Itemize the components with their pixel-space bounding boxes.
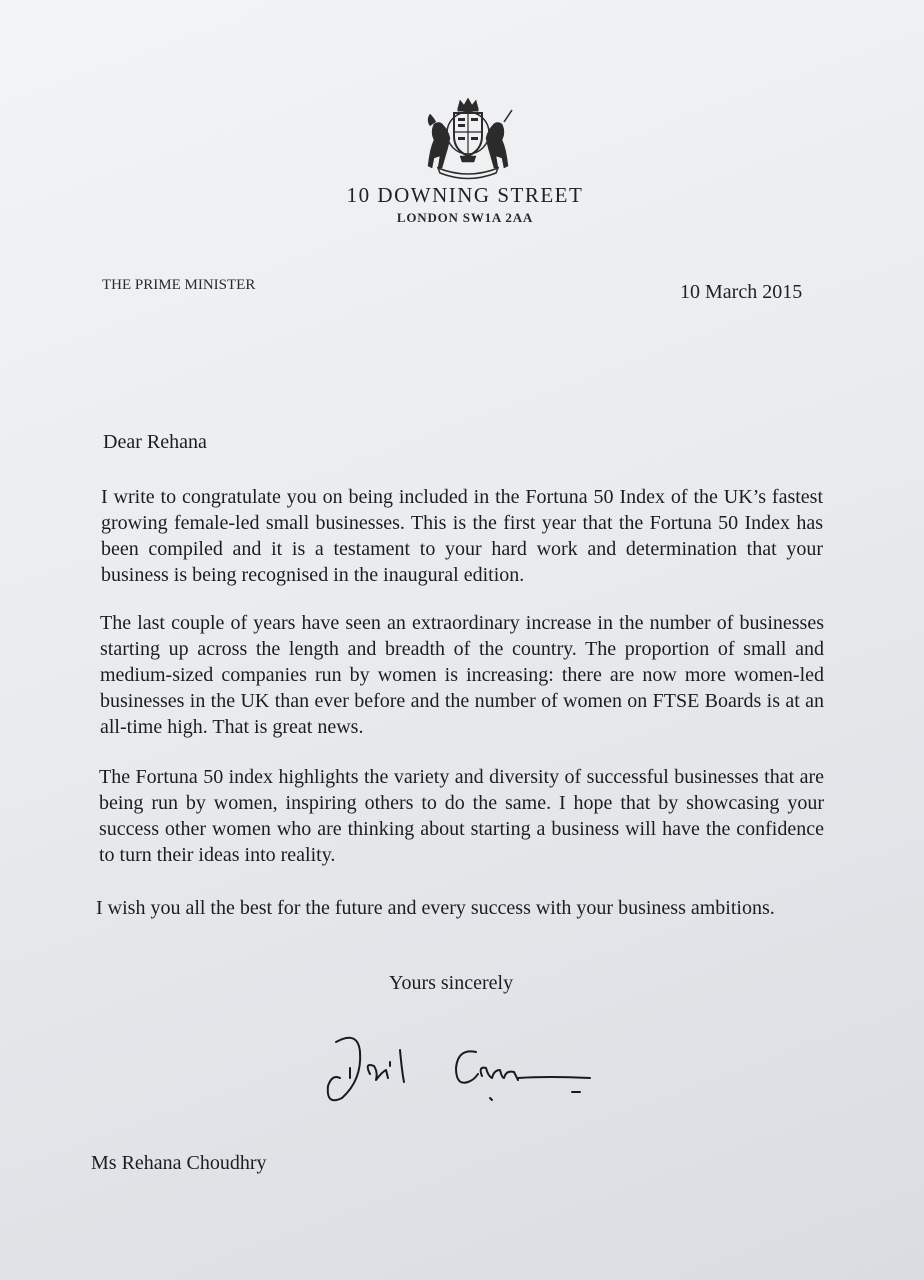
closing: Yours sincerely (389, 972, 514, 994)
letter-date: 10 March 2015 (680, 281, 803, 303)
body-paragraph: I wish you all the best for the future and every success with your business ambitions. (96, 897, 775, 919)
recipient-name: Ms Rehana Choudhry (91, 1152, 267, 1174)
sender-title: THE PRIME MINISTER (102, 277, 256, 293)
royal-crest-icon (420, 96, 516, 180)
letterhead-address: 10 DOWNING STREET (346, 183, 584, 207)
body-paragraph: The Fortuna 50 index highlights the variety and diversity of successful businesses that are being run by women, inspiring others to do the same. I hope that by showcasing your success other women who are thinking about starting a business will have the confidence to turn their ideas into reality. (99, 766, 824, 866)
body-paragraph: I write to congratulate you on being included in the Fortuna 50 Index of the UK’s fastest growing female-led small businesses. This is the first year that the Fortuna 50 Index has been compiled and it is a testament to your hard work and determination that your business is being recognised in the inaugural edition. (101, 486, 823, 586)
signature-icon (318, 1022, 608, 1112)
salutation: Dear Rehana (103, 431, 207, 453)
letterhead-city-postcode: LONDON SW1A 2AA (396, 210, 534, 225)
body-paragraph: The last couple of years have seen an extraordinary increase in the number of businesses starting up across the length and breadth of the country. The proportion of small and medium-sized companies run by women is increasing: there are now more women-led businesses in the UK than ever before and the number of women on FTSE Boards is at an all-time high. That is great news. (100, 612, 824, 738)
